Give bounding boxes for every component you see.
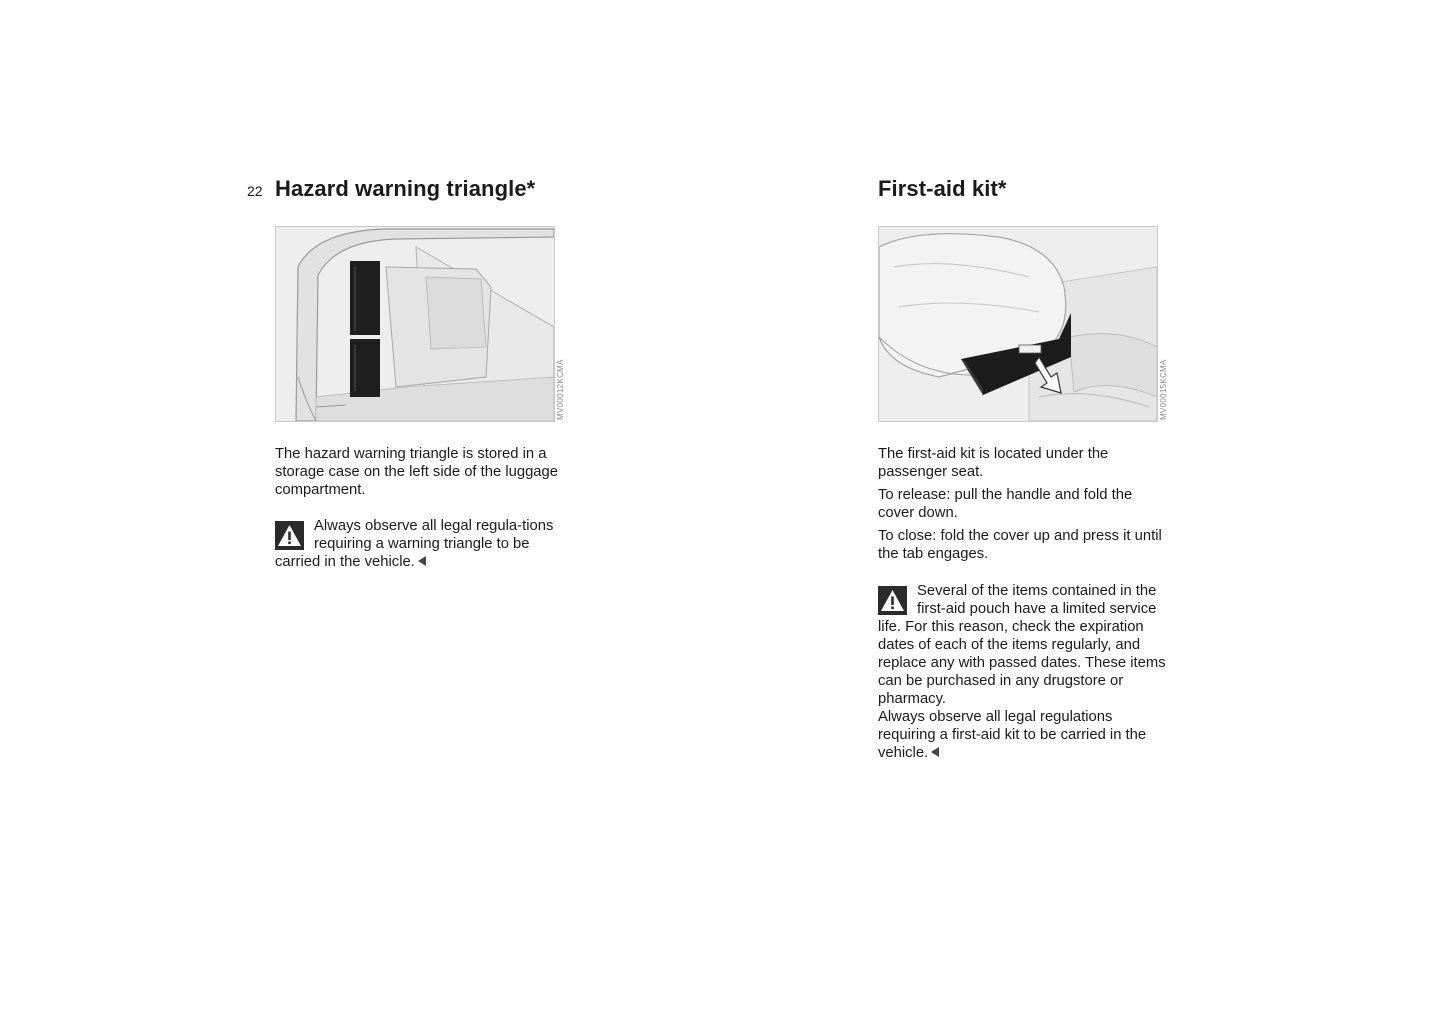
warning-triangle-icon [878, 586, 907, 615]
warning-triangle-icon [275, 521, 304, 550]
first-aid-description [878, 445, 1168, 563]
heading-hazard-warning-triangle: Hazard warning triangle* [275, 176, 536, 201]
hazard-paragraph: The hazard warning triangle is stored in a storage case on the left side of the luggage compartment. [275, 446, 558, 498]
first-aid-paragraph-location: The first-aid kit is located under the passenger seat. [878, 446, 1109, 480]
figure-passenger-seat [878, 226, 1158, 422]
luggage-compartment-illustration [276, 227, 554, 421]
end-of-section-marker [418, 556, 426, 566]
first-aid-warning-text-2: Always observe all legal regulations requiring a first-aid kit to be carried in the vehicle. [878, 709, 1147, 761]
hazard-warning-note [275, 517, 565, 571]
figure-code-left: MV00012KCMA [556, 359, 565, 420]
hazard-warning-text: Always observe all legal regula-tions requiring a warning triangle to be carried in the vehicle. [275, 518, 554, 570]
first-aid-warning-note [878, 582, 1168, 762]
figure-code-right: MV00015KCMA [1159, 359, 1168, 420]
figure-luggage-compartment [275, 226, 555, 422]
passenger-seat-illustration [879, 227, 1157, 421]
end-of-section-marker [931, 747, 939, 757]
first-aid-warning-text-1: Several of the items contained in the first-aid pouch have a limited service life. For this reason, check the expiration dates of each of the items regularly, and replace any with passed dates. These items can be purchased in any drugstore or pharmacy. [878, 583, 1166, 707]
first-aid-paragraph-release: To release: pull the handle and fold the cover down. [878, 487, 1133, 521]
hazard-description [275, 445, 565, 499]
heading-first-aid-kit: First-aid kit* [878, 176, 1007, 201]
page-number: 22 [247, 183, 263, 199]
first-aid-paragraph-close: To close: fold the cover up and press it until the tab engages. [878, 528, 1162, 562]
